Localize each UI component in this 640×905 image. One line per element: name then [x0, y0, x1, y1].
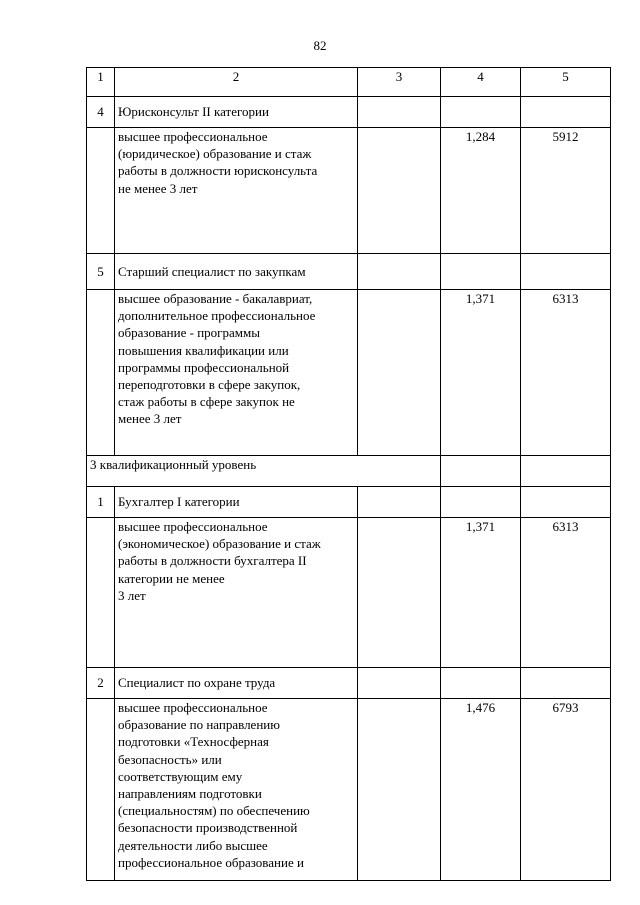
coefficient-value: 1,371 — [441, 518, 521, 668]
table-header-row — [87, 68, 611, 97]
empty-cell — [358, 668, 441, 699]
requirements-line: безопасность» или — [118, 751, 222, 767]
empty-cell — [358, 699, 441, 881]
requirements-line: программы профессиональной — [118, 359, 290, 375]
header-cell-5: 5 — [521, 68, 611, 97]
requirements-line: образование по направлению — [118, 717, 280, 733]
requirements-line: высшее профессиональное — [118, 129, 268, 144]
requirements-line: (специальностям) по обеспечению — [118, 803, 310, 819]
requirements-line: не менее 3 лет — [118, 180, 198, 196]
salary-value: 6313 — [521, 290, 611, 456]
empty-cell — [521, 254, 611, 290]
empty-cell — [521, 487, 611, 518]
requirements-line: работы в должности юрисконсульта — [118, 163, 318, 179]
coefficient-value: 1,284 — [441, 128, 521, 254]
table-row — [87, 290, 611, 456]
requirements-line: подготовки «Техносферная — [118, 734, 269, 750]
empty-cell — [358, 487, 441, 518]
requirements-line: (юридическое) образование и стаж — [118, 146, 312, 162]
empty-cell — [441, 254, 521, 290]
table-row — [87, 699, 611, 881]
empty-cell — [441, 668, 521, 699]
requirements-line: высшее образование - бакалавриат, — [118, 291, 313, 306]
requirements-line: стаж работы в сфере закупок не — [118, 394, 295, 410]
salary-value: 5912 — [521, 128, 611, 254]
empty-cell — [358, 97, 441, 128]
empty-cell — [358, 290, 441, 456]
row-number: 5 — [87, 254, 115, 290]
empty-cell — [521, 456, 611, 487]
empty-cell — [358, 254, 441, 290]
header-cell-4: 4 — [441, 68, 521, 97]
requirements-line: направлениям подготовки — [118, 786, 262, 802]
requirements-line: высшее профессиональное — [118, 700, 268, 715]
salary-value: 6313 — [521, 518, 611, 668]
requirements-text — [115, 699, 358, 881]
empty-cell — [441, 487, 521, 518]
row-number: 4 — [87, 97, 115, 128]
table-row — [87, 128, 611, 254]
row-number: 2 — [87, 668, 115, 699]
requirements-line: образование - программы — [118, 325, 260, 341]
table-row — [87, 97, 611, 128]
requirements-line: безопасности производственной — [118, 820, 298, 836]
requirements-line: деятельности либо высшее — [118, 837, 268, 853]
requirements-line: дополнительное профессиональное — [118, 308, 316, 324]
salary-value: 6793 — [521, 699, 611, 881]
row-number: 1 — [87, 487, 115, 518]
header-cell-1: 1 — [87, 68, 115, 97]
header-cell-3: 3 — [358, 68, 441, 97]
requirements-text — [115, 518, 358, 668]
requirements-line: работы в должности бухгалтера II — [118, 553, 307, 569]
empty-cell — [358, 518, 441, 668]
requirements-line: переподготовки в сфере закупок, — [118, 377, 301, 393]
header-cell-2: 2 — [115, 68, 358, 97]
requirements-line: повышения квалификации или — [118, 342, 289, 358]
coefficient-value: 1,476 — [441, 699, 521, 881]
position-name: Специалист по охране труда — [115, 668, 358, 699]
empty-cell — [87, 128, 115, 254]
empty-cell — [358, 128, 441, 254]
coefficient-value: 1,371 — [441, 290, 521, 456]
qualification-level-row — [87, 456, 611, 487]
requirements-text — [115, 128, 358, 254]
table-row — [87, 518, 611, 668]
requirements-line: соответствующим ему — [118, 768, 243, 784]
qualification-level: 3 квалификационный уровень — [87, 456, 441, 487]
position-name: Юрисконсульт II категории — [115, 97, 358, 128]
requirements-line: высшее профессиональное — [118, 519, 268, 534]
empty-cell — [441, 97, 521, 128]
table-row — [87, 487, 611, 518]
table-row — [87, 668, 611, 699]
empty-cell — [87, 518, 115, 668]
position-name: Бухгалтер I категории — [115, 487, 358, 518]
requirements-line: менее 3 лет — [118, 411, 182, 427]
requirements-line: (экономическое) образование и стаж — [118, 536, 321, 552]
requirements-line: профессиональное образование и — [118, 854, 304, 870]
empty-cell — [87, 290, 115, 456]
empty-cell — [521, 97, 611, 128]
requirements-line: категории не менее — [118, 570, 225, 586]
requirements-line: 3 лет — [118, 587, 146, 603]
empty-cell — [441, 456, 521, 487]
position-name: Старший специалист по закупкам — [115, 254, 358, 290]
table-row — [87, 254, 611, 290]
empty-cell — [521, 668, 611, 699]
requirements-text — [115, 290, 358, 456]
salary-table — [86, 67, 611, 881]
empty-cell — [87, 699, 115, 881]
page-number: 82 — [313, 38, 327, 53]
